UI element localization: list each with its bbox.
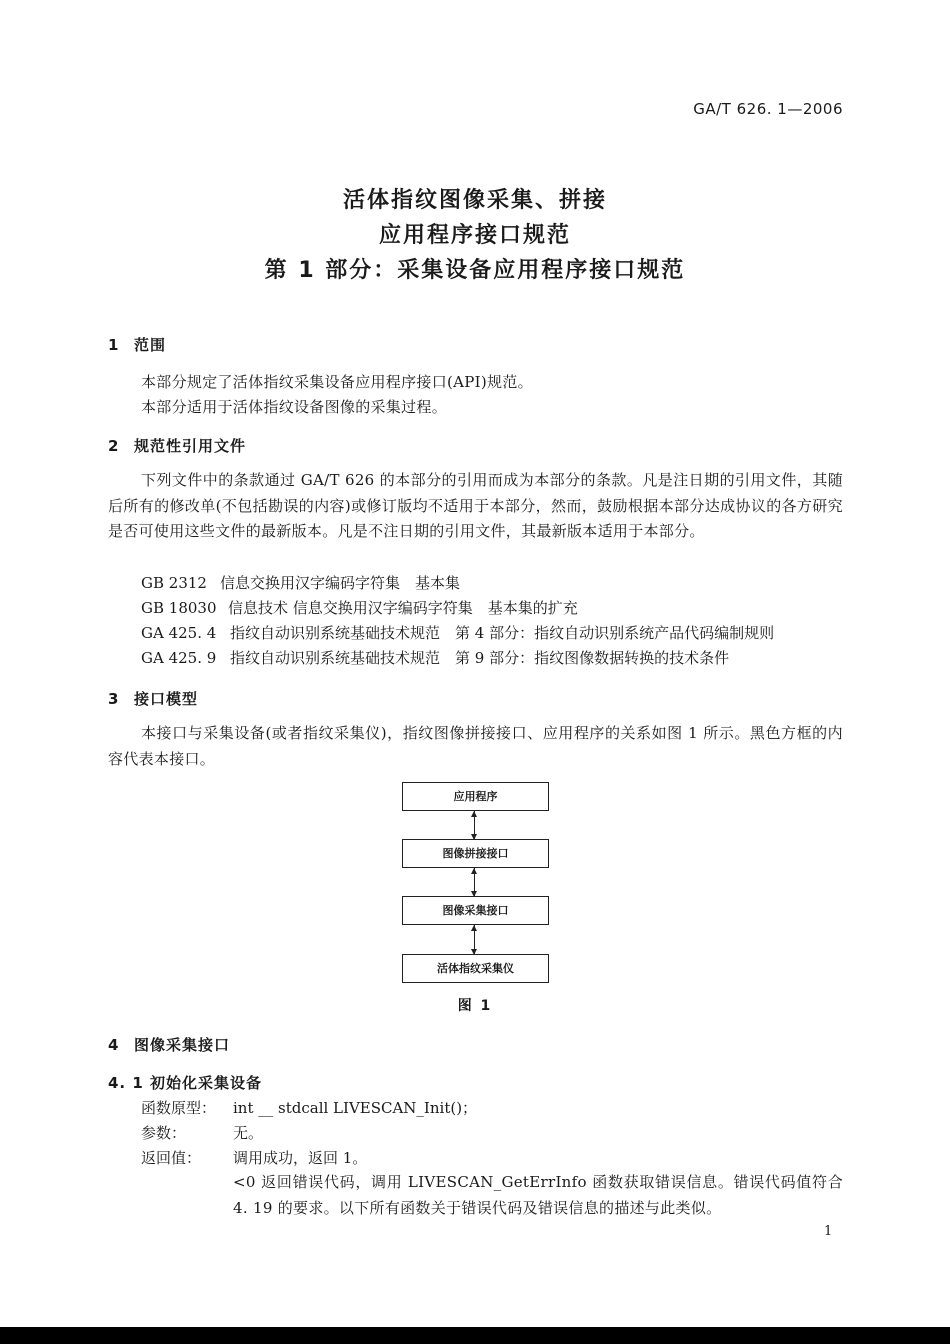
figure-caption: 图 1 [457, 998, 493, 1014]
reference-item [141, 597, 578, 618]
standard-code: GA/T 626. 1—2006 [693, 100, 843, 118]
section-number: 1 [108, 336, 120, 354]
doc-title-line2: 应用程序接口规范 [378, 223, 571, 248]
return-label: 返回值： [141, 1149, 202, 1167]
section-title: 图像采集接口 [134, 1036, 231, 1054]
diagram-double-arrow [474, 811, 475, 840]
reference-code: GB 2312 [141, 574, 207, 592]
doc-title-line3: 第 1 部分：采集设备应用程序接口规范 [264, 258, 686, 283]
section-title: 接口模型 [134, 690, 199, 708]
diagram-box-application: 应用程序 [402, 782, 549, 811]
diagram-box-capture-interface: 图像采集接口 [402, 896, 549, 925]
diagram-box-stitching-interface: 图像拼接接口 [402, 839, 549, 868]
reference-code: GB 18030 [141, 599, 217, 617]
subsection-title: 初始化采集设备 [150, 1074, 263, 1092]
section-title: 规范性引用文件 [134, 437, 247, 455]
parameter-label: 参数： [141, 1124, 187, 1142]
reference-item [141, 572, 460, 593]
subsection-number: 4. 1 [108, 1074, 144, 1092]
section-1-para-2: 本部分适用于活体指纹设备图像的采集过程。 [141, 398, 448, 416]
section-4-1-heading [108, 1072, 262, 1093]
section-1-para-1: 本部分规定了活体指纹采集设备应用程序接口(API)规范。 [141, 373, 533, 391]
reference-title: 指纹自动识别系统基础技术规范 第 4 部分：指纹自动识别系统产品代码编制规则 [230, 624, 775, 642]
reference-item [141, 647, 729, 668]
return-value-success: 调用成功，返回 1。 [233, 1149, 368, 1167]
section-2-heading [108, 435, 246, 456]
prototype-label: 函数原型： [141, 1099, 217, 1117]
diagram-box-fingerprint-scanner: 活体指纹采集仪 [402, 954, 549, 983]
section-number: 4 [108, 1036, 120, 1054]
section-2-paragraph: 下列文件中的条款通过 GA/T 626 的本部分的引用而成为本部分的条款。凡是注日期的引用文件，其随后所有的修改单(不包括勘误的内容)或修订版均不适用于本部分，然而，鼓励根据本部分达成协议的各方研究是否可使用这些文件的最新版本。凡是不注日期的引用文件，其最新版本适用于本部分。 [108, 471, 843, 540]
reference-item [141, 622, 774, 643]
section-4-heading [108, 1034, 230, 1055]
page-number: 1 [824, 1224, 833, 1239]
bottom-border [0, 1327, 950, 1344]
return-value-error: <0 返回错误代码，调用 LIVESCAN_GetErrInfo 函数获取错误信息。错误代码值符合 4. 19 的要求。以下所有函数关于错误代码及错误信息的描述与此类似。 [233, 1173, 843, 1217]
section-1-heading [108, 334, 166, 355]
doc-title-line1: 活体指纹图像采集、拼接 [342, 188, 607, 213]
diagram-double-arrow [474, 868, 475, 897]
section-3-paragraph: 本接口与采集设备(或者指纹采集仪)，指纹图像拼接接口、应用程序的关系如图 1 所示。黑色方框的内容代表本接口。 [108, 724, 843, 768]
diagram-double-arrow [474, 925, 475, 955]
section-number: 3 [108, 690, 120, 708]
reference-title: 指纹自动识别系统基础技术规范 第 9 部分：指纹图像数据转换的技术条件 [230, 649, 730, 667]
reference-code: GA 425. 4 [141, 624, 217, 642]
section-title: 范围 [134, 336, 167, 354]
reference-title: 信息交换用汉字编码字符集 基本集 [220, 574, 461, 592]
prototype-value: int __ stdcall LIVESCAN_Init()； [233, 1099, 478, 1117]
section-3-heading [108, 688, 198, 709]
reference-title: 信息技术 信息交换用汉字编码字符集 基本集的扩充 [228, 599, 578, 617]
reference-code: GA 425. 9 [141, 649, 217, 667]
parameter-value: 无。 [233, 1124, 264, 1142]
section-number: 2 [108, 437, 120, 455]
